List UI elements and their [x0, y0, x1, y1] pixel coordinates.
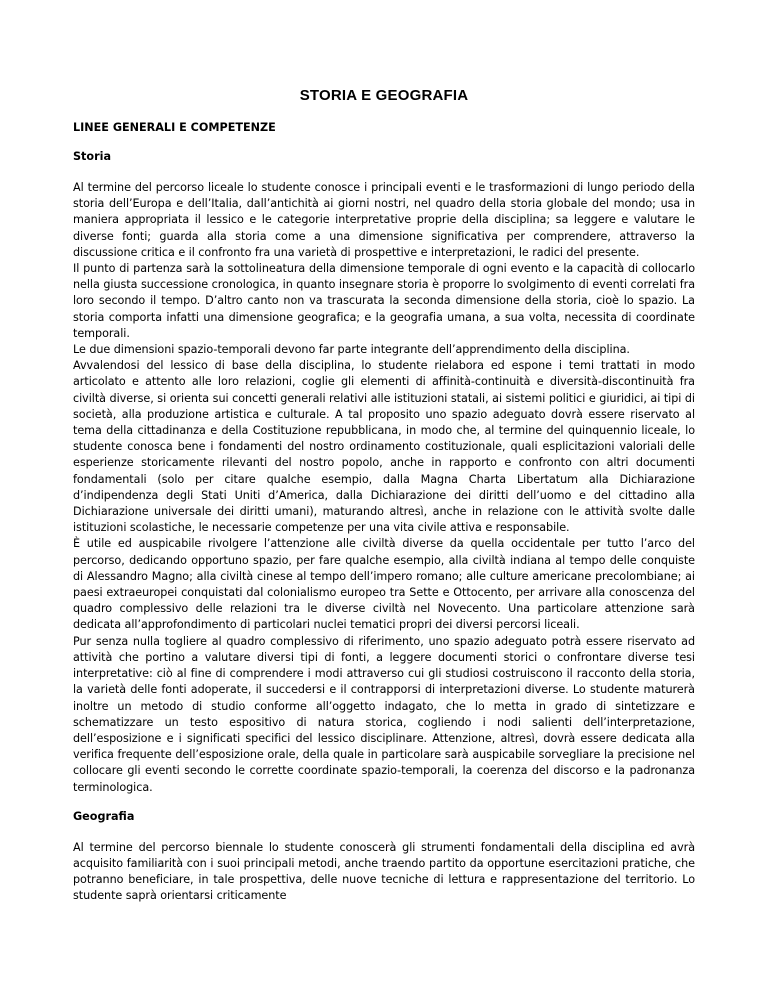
section-heading: LINEE GENERALI E COMPETENZE	[73, 121, 276, 134]
geografia-text	[73, 840, 695, 905]
storia-paragraph: Il punto di partenza sarà la sottolineatura della dimensione temporale di ogni evento e la capacità di collocarlo nella giusta successione cronologica, in quanto insegnare storia è proporre lo svolgimento di eventi correlati fra loro secondo il tempo. D’altro canto non va trascurata la seconda dimensione della storia, cioè lo spazio. La storia comporta infatti una dimensione geografica; e la geografia umana, a sua volta, necessita di coordinate temporali.	[73, 262, 695, 340]
storia-paragraph: Al termine del percorso liceale lo studente conosce i principali eventi e le trasformazioni di lungo periodo della storia dell’Europa e dell’Italia, dall’antichità ai giorni nostri, nel quadro della storia globale del mondo; usa in maniera appropriata il lessico e le categorie interpretative proprie della disciplina; sa leggere e valutare le diverse fonti; guarda alla storia come a una dimensione significativa per comprendere, attraverso la discussione critica e il confronto fra una varietà di prospettive e interpretazioni, le radici del presente.	[73, 181, 695, 259]
storia-paragraph: Pur senza nulla togliere al quadro complessivo di riferimento, uno spazio adeguato potrà essere riservato ad attività che portino a valutare diversi tipi di fonti, a leggere documenti storici o confrontare diverse tesi interpretative: ciò al fine di comprendere i modi attraverso cui gli studiosi costruiscono il racconto della storia, la varietà delle fonti adoperate, il succedersi e il contrapporsi di interpretazioni diverse. Lo studente maturerà inoltre un metodo di studio conforme all’oggetto indagato, che lo metta in grado di sintetizzare e schematizzare un testo espositivo di natura storica, cogliendo i nodi salienti dell’interpretazione, dell’esposizione e i significati specifici del lessico disciplinare. Attenzione, altresì, dovrà essere dedicata alla verifica frequente dell’esposizione orale, della quale in particolare sarà auspicabile sorvegliare la precisione nel collocare gli eventi secondo le corrette coordinate spazio-temporali, la coerenza del discorso e la padronanza terminologica.	[73, 634, 695, 794]
document-page	[73, 0, 695, 905]
storia-heading: Storia	[73, 150, 111, 163]
storia-text	[73, 180, 695, 796]
document-title: STORIA E GEOGRAFIA	[299, 87, 469, 104]
storia-paragraph: Avvalendosi del lessico di base della disciplina, lo studente rielabora ed espone i temi trattati in modo articolato e attento alle loro relazioni, coglie gli elementi di affinità-continuità e diversità-discontinuità fra civiltà diverse, si orienta sui concetti generali relativi alle istituzioni statali, ai sistemi politici e giuridici, ai tipi di società, alla produzione artistica e culturale. A tal proposito uno spazio adeguato dovrà essere riservato al tema della cittadinanza e della Costituzione repubblicana, in modo che, al termine del quinquennio liceale, lo studente conosca bene i fondamenti del nostro ordinamento costituzionale, quali esplicitazioni valoriali delle esperienze storicamente rilevanti del nostro popolo, anche in rapporto e confronto con altri documenti fondamentali (solo per citare qualche esempio, dalla Magna Charta Libertatum alla Dichiarazione d’indipendenza degli Stati Uniti d’America, dalla Dichiarazione dei diritti dell’uomo e del cittadino alla Dichiarazione universale dei diritti umani), maturando altresì, anche in relazione con le attività svolte dalle istituzioni scolastiche, le necessarie competenze per una vita civile attiva e responsabile.	[73, 359, 695, 535]
storia-paragraph: Le due dimensioni spazio-temporali devono far parte integrante dell’apprendimento della disciplina.	[73, 343, 630, 357]
geografia-paragraph: Al termine del percorso biennale lo studente conoscerà gli strumenti fondamentali della disciplina ed avrà acquisito familiarità con i suoi principali metodi, anche traendo partito da opportune esercitazioni pratiche, che potranno beneficiare, in tale prospettiva, delle nuove tecniche di lettura e rappresentazione del territorio. Lo studente saprà orientarsi criticamente	[73, 840, 695, 903]
geografia-heading: Geografia	[73, 809, 135, 823]
storia-paragraph: È utile ed auspicabile rivolgere l’attenzione alle civiltà diverse da quella occidentale per tutto l’arco del percorso, dedicando opportuno spazio, per fare qualche esempio, alla civiltà indiana al tempo delle conquiste di Alessandro Magno; alla civiltà cinese al tempo dell’impero romano; alle culture americane precolombiane; ai paesi extraeuropei conquistati dal colonialismo europeo tra Sette e Ottocento, per arrivare alla conoscenza del quadro complessivo delle relazioni tra le diverse civiltà nel Novecento. Una particolare attenzione sarà dedicata all’approfondimento di particolari nuclei tematici propri dei diversi percorsi liceali.	[73, 537, 695, 632]
